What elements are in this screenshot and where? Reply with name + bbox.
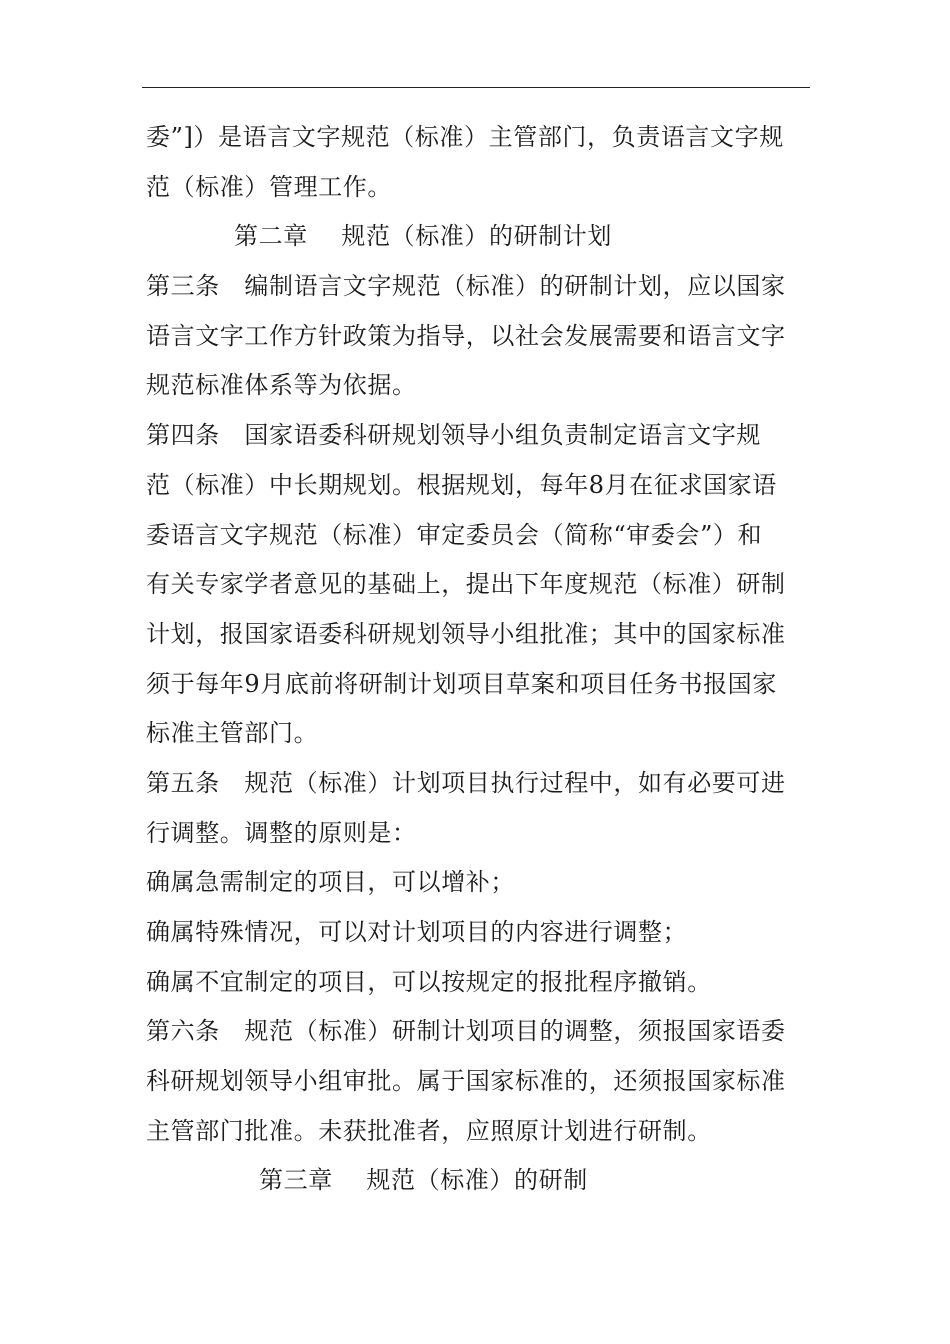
body-line: 语言文字工作方针政策为指导，以社会发展需要和语言文字 bbox=[146, 321, 786, 350]
body-line: 须于每年9月底前将研制计划项目草案和项目任务书报国家 bbox=[146, 669, 777, 698]
chapter-label: 第三章 bbox=[259, 1166, 333, 1195]
article-line: 第六条 规范（标准）研制计划项目的调整，须报国家语委 bbox=[146, 1017, 786, 1046]
body-line: 计划，报国家语委科研规划领导小组批准；其中的国家标准 bbox=[146, 619, 786, 648]
body-line: 规范标准体系等为依据。 bbox=[146, 371, 417, 400]
body-line: 范（标准）管理工作。 bbox=[146, 172, 392, 201]
body-line: 委”]）是语言文字规范（标准）主管部门，负责语言文字规 bbox=[146, 123, 784, 151]
body-line: 范（标准）中长期规划。根据规划，每年8月在征求国家语 bbox=[146, 470, 777, 499]
chapter-title: 规范（标准）的研制计划 bbox=[341, 222, 613, 251]
article-line: 第五条 规范（标准）计划项目执行过程中，如有必要可进 bbox=[146, 768, 786, 797]
chapter-label: 第二章 bbox=[234, 222, 308, 251]
chapter-title: 规范（标准）的研制 bbox=[366, 1166, 588, 1195]
body-line: 行调整。调整的原则是： bbox=[146, 818, 417, 847]
body-line: 科研规划领导小组审批。属于国家标准的，还须报国家标准 bbox=[146, 1067, 786, 1096]
article-line: 第四条 国家语委科研规划领导小组负责制定语言文字规 bbox=[146, 421, 761, 450]
article-line: 第三条 编制语言文字规范（标准）的研制计划，应以国家 bbox=[146, 272, 786, 301]
body-line: 有关专家学者意见的基础上，提出下年度规范（标准）研制 bbox=[146, 570, 786, 599]
list-item: 确属急需制定的项目，可以增补； bbox=[146, 868, 515, 897]
chapter-heading bbox=[146, 212, 810, 262]
header-rule bbox=[142, 87, 810, 88]
document-body bbox=[146, 113, 810, 1206]
list-item: 确属特殊情况，可以对计划项目的内容进行调整； bbox=[146, 918, 688, 946]
chapter-heading bbox=[146, 1156, 810, 1206]
list-item: 确属不宜制定的项目，可以按规定的报批程序撤销。 bbox=[146, 967, 712, 996]
body-line: 委语言文字规范（标准）审定委员会（简称“审委会”）和 bbox=[146, 520, 763, 549]
body-line: 标准主管部门。 bbox=[146, 719, 319, 748]
body-line: 主管部门批准。未获批准者，应照原计划进行研制。 bbox=[146, 1116, 712, 1145]
